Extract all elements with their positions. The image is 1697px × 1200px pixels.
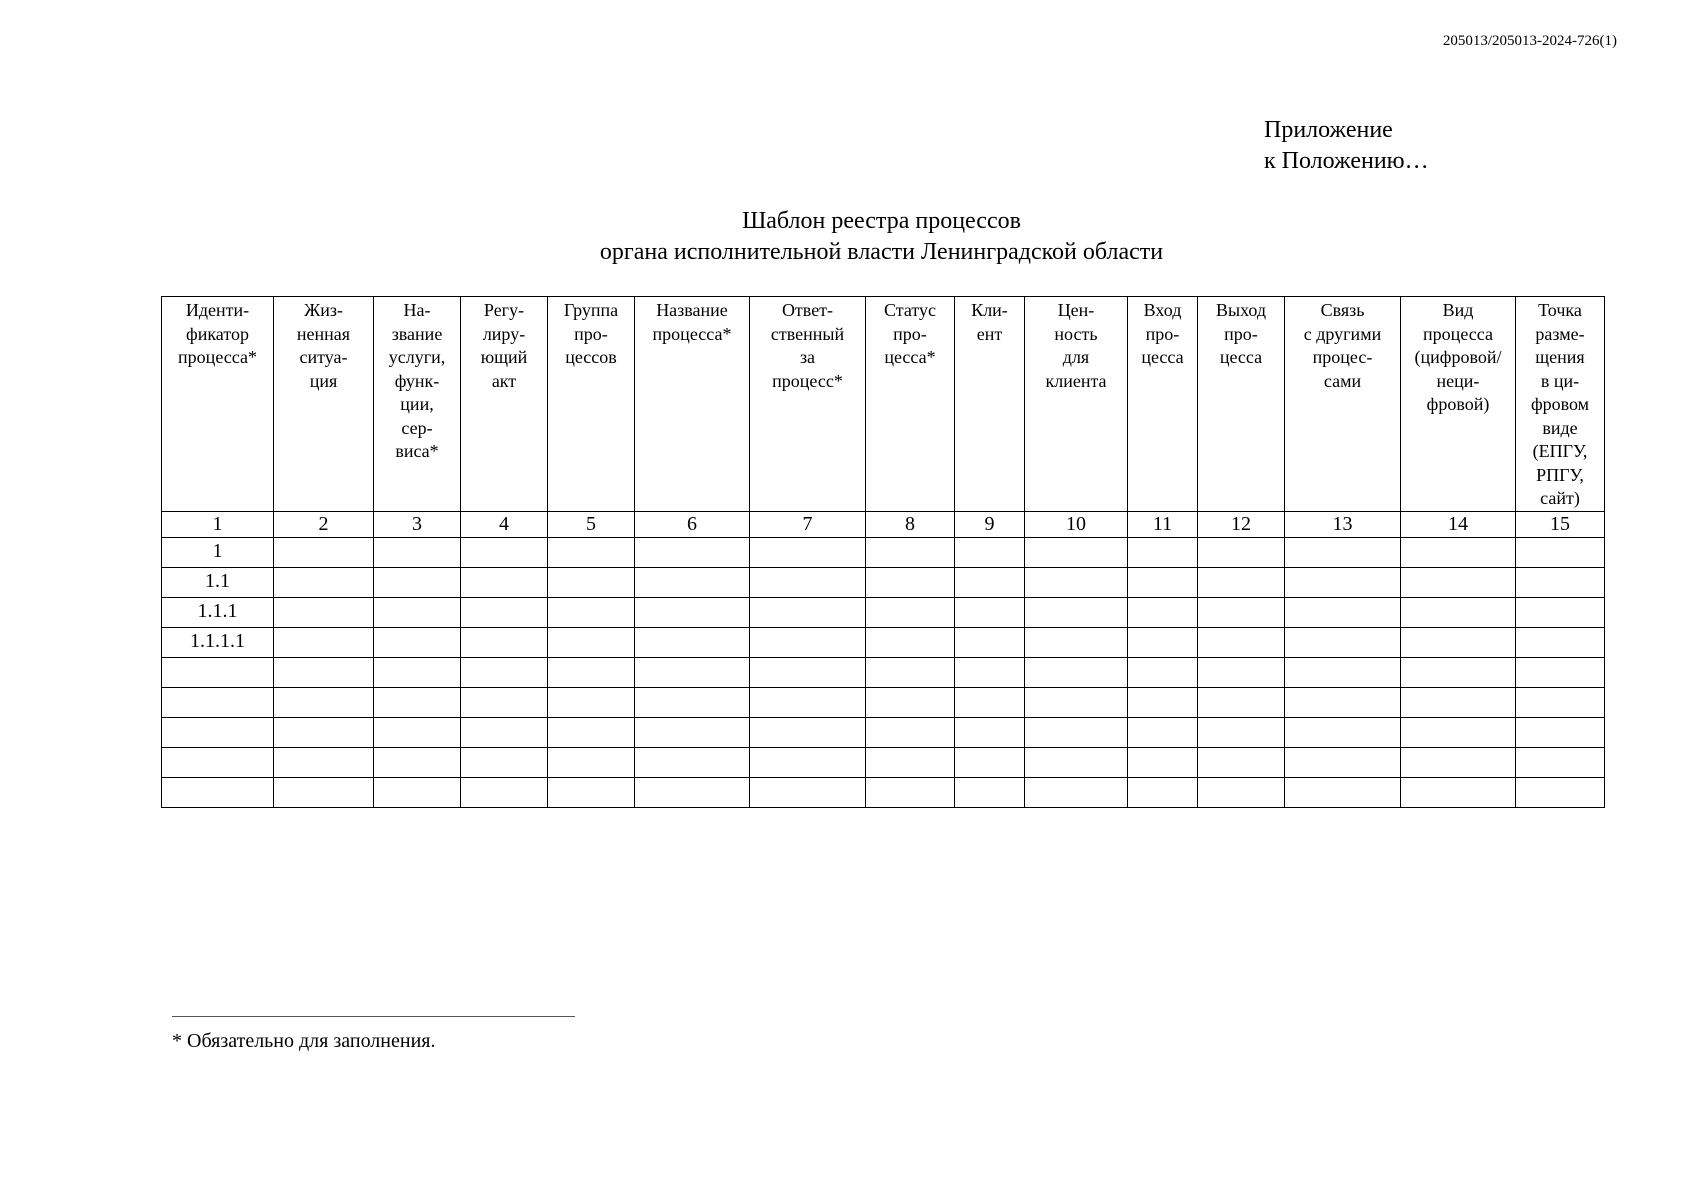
- table-cell[interactable]: [955, 687, 1025, 717]
- footnote-text: * Обязательно для заполнения.: [172, 1030, 436, 1052]
- table-cell[interactable]: [750, 777, 866, 807]
- table-cell[interactable]: [1285, 777, 1401, 807]
- column-header-line: ность: [1054, 323, 1098, 344]
- table-cell[interactable]: [750, 627, 866, 657]
- process-id-cell[interactable]: [162, 717, 274, 747]
- column-header-line: Связь: [1320, 300, 1365, 320]
- table-cell[interactable]: [1128, 687, 1198, 717]
- table-cell[interactable]: [955, 657, 1025, 687]
- table-cell[interactable]: [750, 747, 866, 777]
- appendix-line-1: Приложение: [1264, 117, 1393, 143]
- column-header-line: Название: [656, 300, 728, 320]
- table-cell[interactable]: [461, 747, 548, 777]
- table-cell[interactable]: [955, 777, 1025, 807]
- column-header-line: неци-: [1436, 370, 1480, 391]
- column-header-line: за: [799, 347, 816, 367]
- table-cell[interactable]: [1025, 777, 1128, 807]
- column-header-5: [548, 297, 635, 512]
- column-header-line: ент: [976, 323, 1003, 344]
- table-cell[interactable]: [274, 567, 374, 597]
- table-row: [162, 747, 1605, 777]
- column-header-line: про-: [893, 323, 927, 344]
- table-cell[interactable]: [635, 687, 750, 717]
- table-cell[interactable]: [274, 597, 374, 627]
- column-header-line: РПГУ,: [1536, 464, 1584, 485]
- process-id-cell[interactable]: 1.1.1: [162, 597, 274, 627]
- table-cell[interactable]: [635, 597, 750, 627]
- table-cell[interactable]: [1516, 627, 1605, 657]
- column-number-7: 7: [750, 511, 866, 537]
- table-cell[interactable]: [1516, 717, 1605, 747]
- table-cell[interactable]: [461, 597, 548, 627]
- table-cell[interactable]: [866, 747, 955, 777]
- process-id-cell[interactable]: [162, 687, 274, 717]
- process-id-cell[interactable]: [162, 657, 274, 687]
- table-cell[interactable]: [374, 597, 461, 627]
- table-row: [162, 657, 1605, 687]
- process-id-cell[interactable]: 1.1.1.1: [162, 627, 274, 657]
- table-cell[interactable]: [866, 627, 955, 657]
- table-cell[interactable]: [1128, 597, 1198, 627]
- table-cell[interactable]: [1025, 567, 1128, 597]
- table-row: [162, 627, 1605, 657]
- column-header-2: [274, 297, 374, 512]
- table-cell[interactable]: [1025, 657, 1128, 687]
- table-cell[interactable]: [635, 627, 750, 657]
- column-header-line: Статус: [884, 300, 936, 320]
- column-header-11: [1128, 297, 1198, 512]
- table-cell[interactable]: [955, 537, 1025, 567]
- table-cell[interactable]: [548, 627, 635, 657]
- column-header-line: акт: [491, 370, 517, 391]
- column-number-3: 3: [374, 511, 461, 537]
- column-header-line: с другими: [1303, 323, 1382, 344]
- table-cell[interactable]: [1285, 717, 1401, 747]
- column-header-line: ция: [309, 370, 338, 391]
- column-header-15: [1516, 297, 1605, 512]
- appendix-header: [1264, 115, 1429, 177]
- column-header-line: фикатор: [186, 323, 249, 344]
- column-header-line: процесс*: [772, 370, 843, 391]
- table-cell[interactable]: [1401, 747, 1516, 777]
- column-header-line: про-: [574, 323, 608, 344]
- table-cell[interactable]: [374, 627, 461, 657]
- column-number-13: 13: [1285, 511, 1401, 537]
- table-cell[interactable]: [750, 717, 866, 747]
- table-cell[interactable]: [374, 537, 461, 567]
- table-cell[interactable]: [274, 747, 374, 777]
- table-cell[interactable]: [1516, 567, 1605, 597]
- table-cell[interactable]: [1401, 777, 1516, 807]
- table-cell[interactable]: [374, 747, 461, 777]
- table-cell[interactable]: [274, 657, 374, 687]
- table-cell[interactable]: [866, 717, 955, 747]
- table-cell[interactable]: [1516, 597, 1605, 627]
- table-cell[interactable]: [461, 627, 548, 657]
- table-row: [162, 567, 1605, 597]
- table-cell[interactable]: [1025, 597, 1128, 627]
- table-cell[interactable]: [1025, 627, 1128, 657]
- column-header-6: [635, 297, 750, 512]
- column-header-line: Жиз-: [304, 300, 343, 320]
- footnote-divider: [172, 1016, 575, 1017]
- table-header-row: [162, 297, 1605, 512]
- table-cell[interactable]: [635, 747, 750, 777]
- table-cell[interactable]: [1128, 657, 1198, 687]
- table-cell[interactable]: [461, 687, 548, 717]
- table-cell[interactable]: [1128, 537, 1198, 567]
- column-header-1: [162, 297, 274, 512]
- table-cell[interactable]: [866, 687, 955, 717]
- table-cell[interactable]: [1516, 747, 1605, 777]
- column-header-line: щения: [1535, 347, 1585, 367]
- table-cell[interactable]: [1401, 627, 1516, 657]
- column-header-line: ственный: [770, 323, 845, 344]
- table-cell[interactable]: [548, 747, 635, 777]
- column-header-line: фровом: [1530, 394, 1590, 414]
- column-header-line: для: [1062, 347, 1090, 367]
- table-cell[interactable]: [1401, 597, 1516, 627]
- process-id-cell[interactable]: [162, 747, 274, 777]
- column-header-line: процесса*: [178, 347, 257, 367]
- table-cell[interactable]: [866, 777, 955, 807]
- column-header-line: функ-: [394, 370, 440, 391]
- column-header-line: Цен-: [1057, 300, 1095, 320]
- column-header-line: звание: [391, 323, 443, 344]
- column-header-line: Выход: [1215, 300, 1267, 320]
- table-row: [162, 777, 1605, 807]
- table-cell[interactable]: [635, 567, 750, 597]
- table-cell[interactable]: [750, 537, 866, 567]
- table-cell[interactable]: [1198, 777, 1285, 807]
- column-header-13: [1285, 297, 1401, 512]
- table-cell[interactable]: [1401, 537, 1516, 567]
- table-cell[interactable]: [461, 717, 548, 747]
- column-header-line: На-: [403, 300, 431, 320]
- table-cell[interactable]: [374, 687, 461, 717]
- column-header-line: ситуа-: [299, 347, 348, 367]
- column-header-line: услуги,: [388, 347, 446, 367]
- table-cell[interactable]: [750, 567, 866, 597]
- column-header-line: Вход: [1143, 300, 1182, 320]
- column-number-11: 11: [1128, 511, 1198, 537]
- table-cell[interactable]: [548, 597, 635, 627]
- column-header-line: Иденти-: [185, 300, 250, 320]
- process-registry-table: [161, 296, 1605, 808]
- column-header-line: Точка: [1538, 300, 1582, 320]
- column-header-line: Кли-: [971, 300, 1008, 320]
- column-header-line: цесса: [1219, 347, 1263, 367]
- table-row: [162, 717, 1605, 747]
- column-header-9: [955, 297, 1025, 512]
- table-cell[interactable]: [1516, 687, 1605, 717]
- column-header-8: [866, 297, 955, 512]
- table-cell[interactable]: [866, 597, 955, 627]
- column-header-line: Группа: [563, 300, 619, 320]
- column-header-line: виде: [1542, 417, 1578, 438]
- table-cell[interactable]: [1285, 657, 1401, 687]
- table-cell[interactable]: [461, 567, 548, 597]
- table-row: [162, 687, 1605, 717]
- table-cell[interactable]: [1285, 747, 1401, 777]
- table-cell[interactable]: [1401, 717, 1516, 747]
- table-cell[interactable]: [274, 717, 374, 747]
- column-header-line: разме-: [1535, 323, 1585, 344]
- table-cell[interactable]: [548, 567, 635, 597]
- table-column-number-row: [162, 511, 1605, 537]
- table-cell[interactable]: [374, 657, 461, 687]
- table-cell[interactable]: [955, 717, 1025, 747]
- column-header-7: [750, 297, 866, 512]
- table-cell[interactable]: [866, 657, 955, 687]
- column-header-line: цесса: [1141, 347, 1184, 367]
- column-header-line: сами: [1323, 370, 1362, 391]
- column-header-4: [461, 297, 548, 512]
- table-cell[interactable]: [1198, 597, 1285, 627]
- column-header-line: процесса: [1423, 323, 1493, 344]
- table-row: [162, 597, 1605, 627]
- column-header-14: [1401, 297, 1516, 512]
- table-body: [162, 537, 1605, 807]
- table-cell[interactable]: [635, 657, 750, 687]
- column-header-3: [374, 297, 461, 512]
- table-cell[interactable]: [1198, 567, 1285, 597]
- table-cell[interactable]: [866, 567, 955, 597]
- table-cell[interactable]: [1025, 747, 1128, 777]
- table-cell[interactable]: [548, 717, 635, 747]
- table-cell[interactable]: [374, 777, 461, 807]
- column-number-1: 1: [162, 511, 274, 537]
- column-number-12: 12: [1198, 511, 1285, 537]
- column-header-line: в ци-: [1540, 370, 1580, 391]
- column-number-14: 14: [1401, 511, 1516, 537]
- title-line-2: органа исполнительной власти Ленинградской области: [599, 239, 1164, 265]
- column-number-8: 8: [866, 511, 955, 537]
- table-cell[interactable]: [374, 567, 461, 597]
- column-header-line: Регу-: [483, 300, 525, 320]
- table-cell[interactable]: [1285, 537, 1401, 567]
- table-cell[interactable]: [274, 777, 374, 807]
- table-cell[interactable]: [955, 597, 1025, 627]
- column-header-line: процесса*: [652, 323, 732, 344]
- column-number-6: 6: [635, 511, 750, 537]
- column-number-2: 2: [274, 511, 374, 537]
- table-cell[interactable]: [461, 537, 548, 567]
- column-header-line: сер-: [401, 417, 433, 438]
- table-cell[interactable]: [1285, 597, 1401, 627]
- column-header-line: фровой): [1426, 394, 1490, 414]
- table-cell[interactable]: [1516, 657, 1605, 687]
- table-cell[interactable]: [1401, 567, 1516, 597]
- process-id-cell[interactable]: [162, 777, 274, 807]
- column-header-line: клиента: [1045, 370, 1107, 391]
- column-header-line: ции,: [400, 394, 434, 414]
- column-header-line: цесса*: [884, 347, 936, 367]
- process-id-cell[interactable]: 1: [162, 537, 274, 567]
- table-cell[interactable]: [274, 537, 374, 567]
- table-cell[interactable]: [1025, 537, 1128, 567]
- table-cell[interactable]: [635, 717, 750, 747]
- table-cell[interactable]: [1198, 657, 1285, 687]
- table-cell[interactable]: [1128, 717, 1198, 747]
- column-header-line: цессов: [565, 347, 617, 367]
- column-header-line: Ответ-: [781, 300, 834, 320]
- column-header-line: (ЕПГУ,: [1532, 441, 1588, 461]
- column-header-line: Вид: [1442, 300, 1474, 320]
- table-cell[interactable]: [1285, 687, 1401, 717]
- table-row: [162, 537, 1605, 567]
- table-cell[interactable]: [461, 657, 548, 687]
- column-number-4: 4: [461, 511, 548, 537]
- table-cell[interactable]: [955, 747, 1025, 777]
- table-cell[interactable]: [750, 597, 866, 627]
- table-cell[interactable]: [1401, 657, 1516, 687]
- column-header-line: сайт): [1540, 488, 1580, 508]
- column-header-10: [1025, 297, 1128, 512]
- process-id-cell[interactable]: 1.1: [162, 567, 274, 597]
- table-cell[interactable]: [1198, 717, 1285, 747]
- table-cell[interactable]: [635, 777, 750, 807]
- table-cell[interactable]: [750, 657, 866, 687]
- column-number-9: 9: [955, 511, 1025, 537]
- table-cell[interactable]: [548, 657, 635, 687]
- table-cell[interactable]: [1198, 747, 1285, 777]
- column-header-line: виса*: [395, 441, 439, 461]
- column-header-line: процес-: [1312, 347, 1373, 367]
- table-cell[interactable]: [1128, 567, 1198, 597]
- column-number-5: 5: [548, 511, 635, 537]
- appendix-line-2: к Положению…: [1264, 148, 1429, 174]
- column-header-line: ненная: [296, 323, 351, 344]
- table-cell[interactable]: [955, 567, 1025, 597]
- title-line-1: Шаблон реестра процессов: [742, 208, 1021, 234]
- column-header-line: ющий: [480, 347, 528, 367]
- table-cell[interactable]: [1128, 777, 1198, 807]
- table-cell[interactable]: [750, 687, 866, 717]
- column-header-line: лиру-: [482, 323, 526, 344]
- table-cell[interactable]: [1025, 687, 1128, 717]
- document-title: [160, 206, 1603, 268]
- table-cell[interactable]: [1128, 627, 1198, 657]
- table-cell[interactable]: [1516, 777, 1605, 807]
- table-cell[interactable]: [548, 687, 635, 717]
- table-cell[interactable]: [1128, 747, 1198, 777]
- table-cell[interactable]: [866, 537, 955, 567]
- table-cell[interactable]: [1198, 687, 1285, 717]
- column-header-line: про-: [1145, 323, 1180, 344]
- column-header-line: про-: [1224, 323, 1258, 344]
- table-cell[interactable]: [1025, 717, 1128, 747]
- column-header-12: [1198, 297, 1285, 512]
- table-cell[interactable]: [955, 627, 1025, 657]
- table-cell[interactable]: [274, 687, 374, 717]
- table-cell[interactable]: [1285, 627, 1401, 657]
- table-cell[interactable]: [548, 537, 635, 567]
- document-number: 205013/205013-2024-726(1): [1442, 33, 1617, 49]
- table-cell[interactable]: [1198, 627, 1285, 657]
- table-cell[interactable]: [274, 627, 374, 657]
- column-number-10: 10: [1025, 511, 1128, 537]
- table-cell[interactable]: [1198, 537, 1285, 567]
- column-header-line: (цифровой/: [1414, 347, 1502, 367]
- table-cell[interactable]: [461, 777, 548, 807]
- table-cell[interactable]: [1401, 687, 1516, 717]
- column-number-15: 15: [1516, 511, 1605, 537]
- table-cell[interactable]: [635, 537, 750, 567]
- table-cell[interactable]: [548, 777, 635, 807]
- table-cell[interactable]: [1285, 567, 1401, 597]
- table-cell[interactable]: [374, 717, 461, 747]
- table-cell[interactable]: [1516, 537, 1605, 567]
